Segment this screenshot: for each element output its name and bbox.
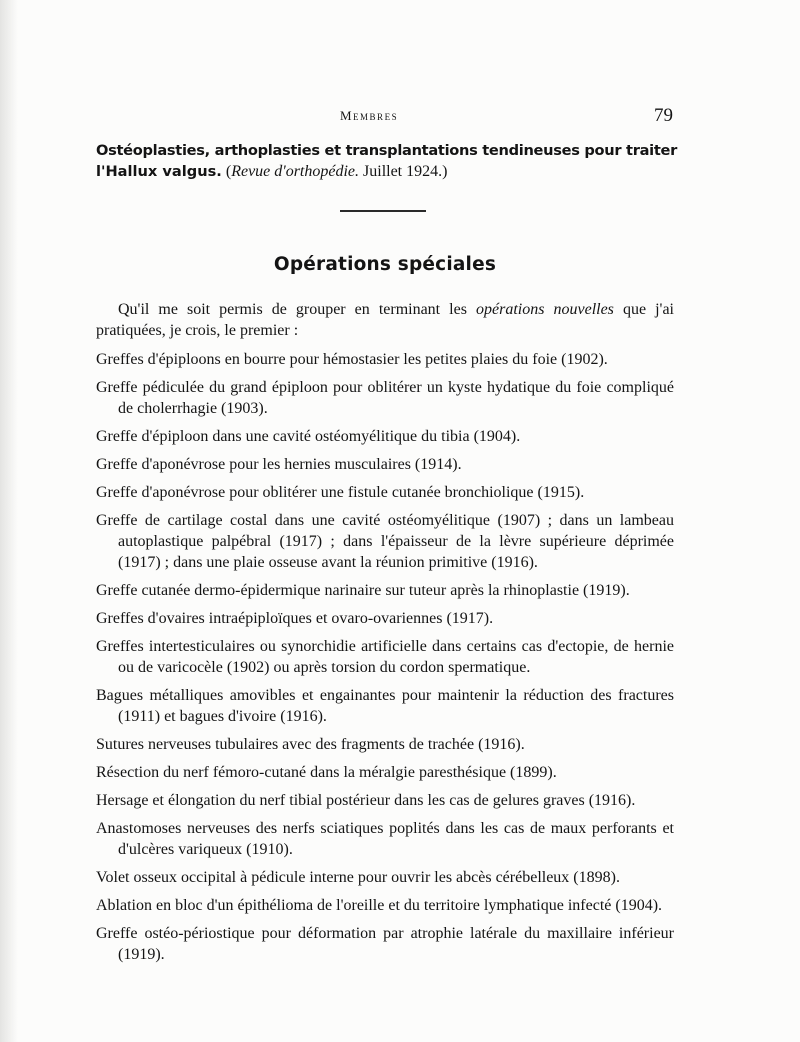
intro-paragraph xyxy=(96,299,674,341)
list-item: Sutures nerveuses tubulaires avec des fragments de trachée (1916). xyxy=(96,736,525,753)
list-item: Greffe d'aponévrose pour les hernies musculaires (1914). xyxy=(96,456,462,473)
list-item: Greffe d'aponévrose pour oblitérer une fistule cutanée bronchiolique (1915). xyxy=(96,484,585,501)
page-edge-shadow xyxy=(0,0,18,1042)
list-item: Hersage et élongation du nerf tibial postérieur dans les cas de gelures graves (1916). xyxy=(96,792,636,809)
source-open-paren: ( xyxy=(225,163,232,180)
intro-before: Qu'il me soit permis de grouper en terminant les xyxy=(118,301,476,318)
article-heading xyxy=(96,140,676,182)
page-number: 79 xyxy=(654,105,673,126)
running-head xyxy=(0,105,800,129)
list-item: Greffes d'ovaires intraépiploïques et ovaro-ovariennes (1917). xyxy=(96,610,494,627)
list-item: Greffe cutanée dermo-épidermique narinaire sur tuteur après la rhinoplastie (1919). xyxy=(96,582,630,599)
list-item: Greffes d'épiploons en bourre pour hémostasier les petites plaies du foie (1902). xyxy=(96,351,608,368)
list-item: Greffe de cartilage costal dans une cavité ostéomyélitique (1907) ; dans un lambeau autoplastique palpébral (1917) ; dans l'épaisseur de la lèvre supérieure déprimée (1917) ; dans une plaie osseuse avant la réunion primitive (1916). xyxy=(96,512,674,571)
operations-list xyxy=(96,299,674,972)
list-item: Volet osseux occipital à pédicule interne pour ouvrir les abcès cérébelleux (1898). xyxy=(96,869,620,886)
list-item: Bagues métalliques amovibles et engainantes pour maintenir la réduction des fractures (1911) et bagues d'ivoire (1916). xyxy=(96,687,674,725)
source-date: Juillet 1924.) xyxy=(359,163,448,180)
intro-emphasis: opérations nouvelles xyxy=(476,301,614,318)
article-source xyxy=(226,163,448,180)
list-item: Greffes intertesticulaires ou synorchidie artificielle dans certains cas d'ectopie, de hernie ou de varicocèle (1902) ou après torsion du cordon spermatique. xyxy=(96,638,674,676)
article-title: Ostéoplasties, arthoplasties et transplantations tendineuses pour traiter xyxy=(96,142,678,159)
source-journal: Revue d'orthopédie. xyxy=(231,163,360,180)
article-subject: l'Hallux valgus. xyxy=(96,163,222,180)
list-item: Greffe d'épiploon dans une cavité ostéomyélitique du tibia (1904). xyxy=(96,428,521,445)
section-title: Opérations spéciales xyxy=(273,254,497,275)
list-item: Greffe pédiculée du grand épiploon pour oblitérer un kyste hydatique du foie compliqué de cholerrhagie (1903). xyxy=(96,379,674,417)
list-item: Anastomoses nerveuses des nerfs sciatiques poplités dans les cas de maux perforants et d'ulcères variqueux (1910). xyxy=(96,820,674,858)
intro-after: que j'ai pratiquées, je crois, le premier : xyxy=(96,301,674,339)
list-item: Résection du nerf fémoro-cutané dans la méralgie paresthésique (1899). xyxy=(96,764,557,781)
section-divider xyxy=(340,210,426,212)
article-second-line xyxy=(96,161,676,182)
list-item: Greffe ostéo-périostique pour déformation par atrophie latérale du maxillaire inférieur (1919). xyxy=(96,925,674,963)
list-item: Ablation en bloc d'un épithélioma de l'oreille et du territoire lymphatique infecté (1904). xyxy=(96,897,663,914)
running-title: Membres xyxy=(340,108,399,123)
